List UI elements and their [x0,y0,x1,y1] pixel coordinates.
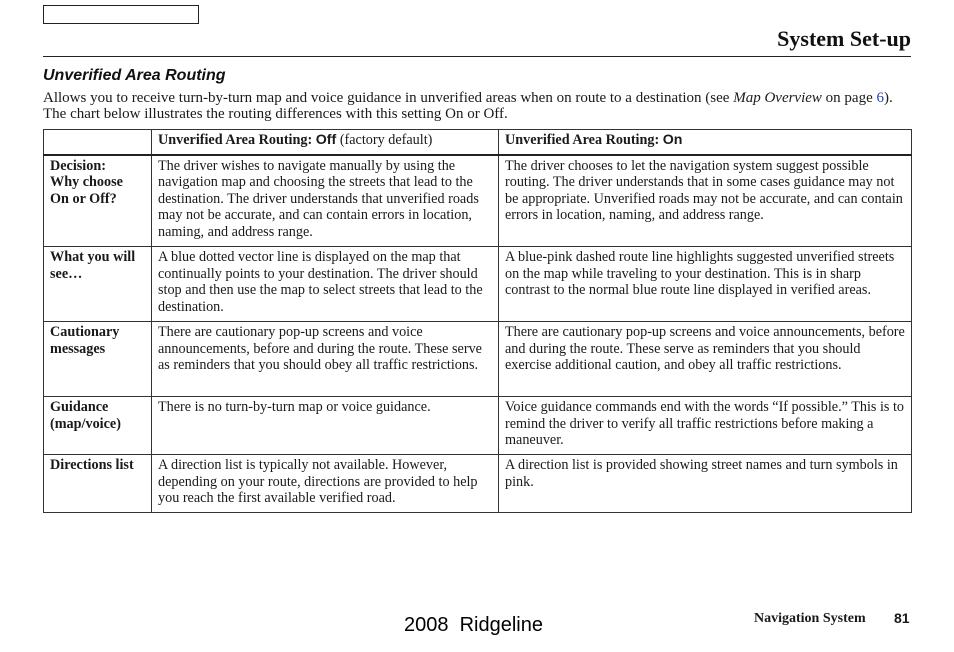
intro-text-2: on page [821,90,877,106]
header-off [152,130,499,155]
header-off-value: Off [315,132,337,148]
footer-page-number: 81 [894,610,910,626]
cell-off-what-you-see: A blue dotted vector line is displayed on the map that continually points to your destination. The driver should stop and then use the map to select streets that lead to the destination. [152,247,499,322]
cell-on-decision: The driver chooses to let the navigation system suggest possible routing. The driver understands that in some cases guidance may not be appropriate. Unverified roads may not be accurate, and can contain errors in location, naming, and address range. [499,155,912,247]
table-row [44,455,912,513]
table-row [44,247,912,322]
intro-paragraph [43,90,911,122]
cell-on-guidance: Voice guidance commands end with the words “If possible.” This is to remind the driver to verify all traffic restrictions before making a maneuver. [499,397,912,455]
cell-off-decision: The driver wishes to navigate manually by using the navigation map and choosing the streets that lead to the destination. The driver understands that unverified roads may not be accurate, and can contain errors in location, naming, and address range. [152,155,499,247]
header-empty-cell [44,130,152,155]
row-label-decision-line2: Why choose [50,174,123,190]
table-row [44,397,912,455]
routing-comparison-table [43,129,912,513]
header-tab-box [43,5,199,24]
row-label-guidance: Guidance (map/voice) [44,397,152,455]
header-off-label: Unverified Area Routing: [158,132,316,148]
table-row [44,322,912,397]
header-on-label: Unverified Area Routing: [505,132,663,148]
page-heading: Unverified Area Routing [43,67,226,84]
page-link[interactable]: 6 [876,90,884,106]
header-on [499,130,912,155]
cell-on-what-you-see: A blue-pink dashed route line highlights suggested unverified streets on the map while traveling to your destination. This is in sharp contrast to the normal blue route line displayed in verified areas. [499,247,912,322]
section-title: System Set-up [777,26,911,51]
cell-off-guidance: There is no turn-by-turn map or voice guidance. [152,397,499,455]
row-label-directions: Directions list [44,455,152,513]
header-rule [43,56,911,57]
intro-text-3: ). The chart below illustrates the routing differences with this setting On or Off. [43,90,893,122]
row-label-decision-line3: On or Off? [50,190,117,207]
header-off-note: (factory default) [336,132,433,148]
row-label-what-you-see: What you will see… [44,247,152,322]
cell-on-cautionary: There are cautionary pop-up screens and voice announcements, before and during the route. These serve as reminders that you should exercise additional caution, and obey all traffic restrictions. [499,322,912,397]
footer-model: 2008 Ridgeline [404,614,543,636]
header-on-value: On [662,132,683,148]
table-header-row [44,130,912,155]
cell-off-directions: A direction list is typically not available. However, depending on your route, directions are provided to help you reach the first available verified road. [152,455,499,513]
footer-nav-label: Navigation System [754,611,866,626]
cell-on-directions: A direction list is provided showing street names and turn symbols in pink. [499,455,912,513]
intro-ref-title: Map Overview [733,90,822,106]
intro-text-1: Allows you to receive turn-by-turn map and voice guidance in unverified areas when on route to a destination (see [43,90,734,106]
row-label-cautionary: Cautionary messages [44,322,152,397]
cell-off-cautionary: There are cautionary pop-up screens and voice announcements, before and during the route. These serve as reminders that you should obey all traffic restrictions. [152,322,499,397]
table-row [44,155,912,247]
row-label-decision: Decision: Why choose On or Off? [44,155,152,247]
